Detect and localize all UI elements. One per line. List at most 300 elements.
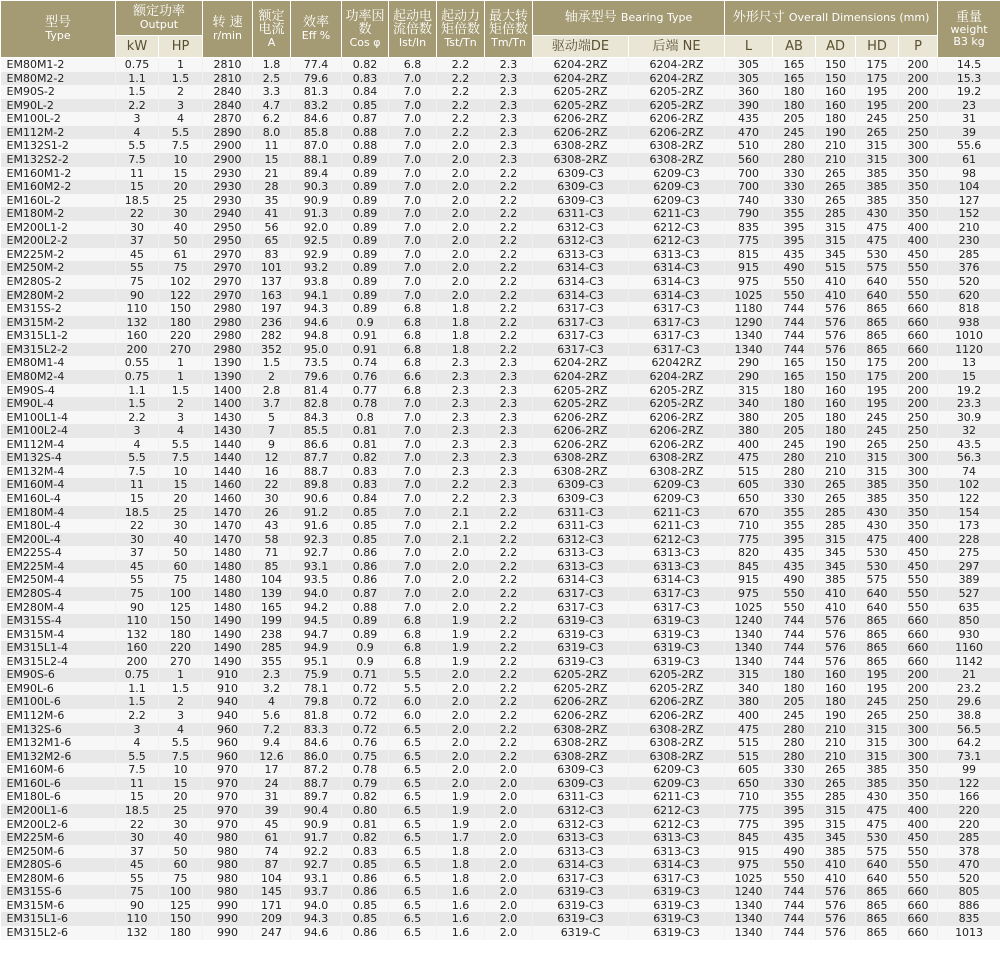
value-cell: 88.1 xyxy=(291,153,342,167)
value-cell: 2.2 xyxy=(485,750,533,764)
value-cell: 6314-C3 xyxy=(533,289,629,303)
value-cell: 180 xyxy=(816,424,856,438)
value-cell: 94.1 xyxy=(291,289,342,303)
value-cell: 250 xyxy=(899,695,938,709)
table-row xyxy=(1,167,1000,181)
value-cell: 2.2 xyxy=(116,99,159,113)
value-cell: 250 xyxy=(899,126,938,140)
value-cell: 22 xyxy=(116,207,159,221)
value-cell: 60 xyxy=(159,858,203,872)
type-cell: EM280S-4 xyxy=(1,587,116,601)
value-cell: 6205-2RZ xyxy=(629,99,725,113)
value-cell: 6205-2RZ xyxy=(629,668,725,682)
value-cell: 2.2 xyxy=(485,587,533,601)
value-cell: 850 xyxy=(938,614,1000,628)
value-cell: 385 xyxy=(856,180,899,194)
value-cell: 0.89 xyxy=(342,153,389,167)
value-cell: 7.0 xyxy=(389,261,437,275)
value-cell: 250 xyxy=(899,112,938,126)
value-cell: 300 xyxy=(899,723,938,737)
value-cell: 180 xyxy=(773,397,816,411)
value-cell: 87.2 xyxy=(291,763,342,777)
value-cell: 530 xyxy=(856,546,899,560)
value-cell: 385 xyxy=(856,777,899,791)
value-cell: 280 xyxy=(773,465,816,479)
value-cell: 1.8 xyxy=(437,329,485,343)
value-cell: 315 xyxy=(856,153,899,167)
value-cell: 104 xyxy=(253,573,291,587)
value-cell: 6313-C3 xyxy=(629,845,725,859)
value-cell: 315 xyxy=(856,465,899,479)
value-cell: 1490 xyxy=(203,614,253,628)
value-cell: 55.6 xyxy=(938,139,1000,153)
value-cell: 6.5 xyxy=(389,899,437,913)
value-cell: 4 xyxy=(253,695,291,709)
value-cell: 2.3 xyxy=(485,465,533,479)
value-cell: 6206-2RZ xyxy=(629,411,725,425)
value-cell: 5 xyxy=(253,411,291,425)
value-cell: 300 xyxy=(899,736,938,750)
dim-ab-header: AB xyxy=(773,36,816,58)
type-cell: EM112M-4 xyxy=(1,438,116,452)
value-cell: 40 xyxy=(159,533,203,547)
value-cell: 2.0 xyxy=(485,804,533,818)
type-cell: EM315S-6 xyxy=(1,885,116,899)
value-cell: 435 xyxy=(773,831,816,845)
value-cell: 19.2 xyxy=(938,85,1000,99)
value-cell: 395 xyxy=(773,221,816,235)
value-cell: 740 xyxy=(725,194,773,208)
value-cell: 100 xyxy=(159,587,203,601)
value-cell: 550 xyxy=(899,275,938,289)
value-cell: 265 xyxy=(816,194,856,208)
value-cell: 1340 xyxy=(725,926,773,940)
value-cell: 7.0 xyxy=(389,207,437,221)
type-cell: EM280M-6 xyxy=(1,872,116,886)
value-cell: 122 xyxy=(938,777,1000,791)
value-cell: 380 xyxy=(725,695,773,709)
value-cell: 1.8 xyxy=(437,302,485,316)
value-cell: 195 xyxy=(856,99,899,113)
value-cell: 550 xyxy=(899,601,938,615)
value-cell: 345 xyxy=(816,546,856,560)
value-cell: 83.2 xyxy=(291,99,342,113)
value-cell: 0.72 xyxy=(342,723,389,737)
value-cell: 280 xyxy=(773,153,816,167)
value-cell: 94.3 xyxy=(291,302,342,316)
value-cell: 15 xyxy=(938,370,1000,384)
value-cell: 45 xyxy=(116,560,159,574)
value-cell: 2.0 xyxy=(437,777,485,791)
value-cell: 285 xyxy=(816,790,856,804)
value-cell: 6.8 xyxy=(389,302,437,316)
value-cell: 6206-2RZ xyxy=(533,112,629,126)
table-row xyxy=(1,316,1000,330)
value-cell: 75 xyxy=(159,872,203,886)
table-row xyxy=(1,845,1000,859)
value-cell: 435 xyxy=(773,248,816,262)
value-cell: 350 xyxy=(899,167,938,181)
value-cell: 315 xyxy=(816,234,856,248)
value-cell: 2.2 xyxy=(485,180,533,194)
value-cell: 78.1 xyxy=(291,682,342,696)
value-cell: 865 xyxy=(856,628,899,642)
value-cell: 280 xyxy=(773,723,816,737)
value-cell: 6204-2RZ xyxy=(629,58,725,72)
value-cell: 7.0 xyxy=(389,506,437,520)
value-cell: 6.8 xyxy=(389,343,437,357)
value-cell: 65 xyxy=(253,234,291,248)
value-cell: 0.78 xyxy=(342,397,389,411)
value-cell: 7.0 xyxy=(389,438,437,452)
value-cell: 710 xyxy=(725,790,773,804)
value-cell: 550 xyxy=(899,845,938,859)
value-cell: 1480 xyxy=(203,573,253,587)
value-cell: 1.8 xyxy=(437,845,485,859)
table-row xyxy=(1,248,1000,262)
value-cell: 1490 xyxy=(203,655,253,669)
value-cell: 550 xyxy=(773,858,816,872)
value-cell: 6313-C3 xyxy=(533,546,629,560)
table-row xyxy=(1,818,1000,832)
value-cell: 7.5 xyxy=(116,153,159,167)
value-cell: 2.2 xyxy=(485,519,533,533)
type-cell: EM200L2-6 xyxy=(1,818,116,832)
value-cell: 330 xyxy=(773,180,816,194)
value-cell: 2.0 xyxy=(437,709,485,723)
value-cell: 6204-2RZ xyxy=(629,72,725,86)
value-cell: 515 xyxy=(725,736,773,750)
value-cell: 2.3 xyxy=(485,153,533,167)
value-cell: 150 xyxy=(816,72,856,86)
value-cell: 90 xyxy=(116,899,159,913)
value-cell: 744 xyxy=(773,329,816,343)
value-cell: 3 xyxy=(116,112,159,126)
hp-header: HP xyxy=(159,36,203,58)
value-cell: 7.0 xyxy=(389,465,437,479)
value-cell: 205 xyxy=(773,424,816,438)
value-cell: 915 xyxy=(725,261,773,275)
value-cell: 55 xyxy=(116,261,159,275)
value-cell: 2.3 xyxy=(485,397,533,411)
value-cell: 315 xyxy=(816,804,856,818)
value-cell: 0.82 xyxy=(342,790,389,804)
value-cell: 245 xyxy=(856,695,899,709)
value-cell: 2.0 xyxy=(437,234,485,248)
value-cell: 970 xyxy=(203,790,253,804)
value-cell: 77.4 xyxy=(291,58,342,72)
value-cell: 50 xyxy=(159,546,203,560)
value-cell: 305 xyxy=(725,58,773,72)
value-cell: 410 xyxy=(816,587,856,601)
value-cell: 6.2 xyxy=(253,112,291,126)
table-row xyxy=(1,519,1000,533)
value-cell: 576 xyxy=(816,641,856,655)
value-cell: 490 xyxy=(773,573,816,587)
value-cell: 0.9 xyxy=(342,316,389,330)
value-cell: 6.5 xyxy=(389,804,437,818)
table-row xyxy=(1,329,1000,343)
value-cell: 6206-2RZ xyxy=(629,424,725,438)
value-cell: 520 xyxy=(938,872,1000,886)
value-cell: 530 xyxy=(856,560,899,574)
value-cell: 2.2 xyxy=(485,329,533,343)
value-cell: 400 xyxy=(899,533,938,547)
value-cell: 2.2 xyxy=(485,248,533,262)
value-cell: 2.3 xyxy=(485,99,533,113)
value-cell: 92.3 xyxy=(291,533,342,547)
value-cell: 12.6 xyxy=(253,750,291,764)
value-cell: 200 xyxy=(899,99,938,113)
value-cell: 180 xyxy=(159,316,203,330)
value-cell: 2.3 xyxy=(253,668,291,682)
value-cell: 84.6 xyxy=(291,112,342,126)
value-cell: 775 xyxy=(725,804,773,818)
value-cell: 2.0 xyxy=(485,831,533,845)
value-cell: 199 xyxy=(253,614,291,628)
value-cell: 2970 xyxy=(203,248,253,262)
table-row xyxy=(1,153,1000,167)
value-cell: 6317-C3 xyxy=(629,316,725,330)
value-cell: 91.3 xyxy=(291,207,342,221)
value-cell: 315 xyxy=(725,668,773,682)
value-cell: 26 xyxy=(253,506,291,520)
value-cell: 220 xyxy=(159,329,203,343)
value-cell: 1390 xyxy=(203,370,253,384)
value-cell: 350 xyxy=(899,777,938,791)
value-cell: 2.0 xyxy=(437,573,485,587)
value-cell: 6319-C3 xyxy=(533,912,629,926)
value-cell: 265 xyxy=(816,763,856,777)
value-cell: 1142 xyxy=(938,655,1000,669)
type-cell: EM112M-2 xyxy=(1,126,116,140)
value-cell: 210 xyxy=(816,750,856,764)
value-cell: 744 xyxy=(773,628,816,642)
value-cell: 0.83 xyxy=(342,845,389,859)
value-cell: 6314-C3 xyxy=(533,275,629,289)
table-row xyxy=(1,546,1000,560)
value-cell: 6317-C3 xyxy=(629,587,725,601)
value-cell: 2.2 xyxy=(485,289,533,303)
value-cell: 6308-2RZ xyxy=(533,750,629,764)
value-cell: 9.4 xyxy=(253,736,291,750)
value-cell: 6206-2RZ xyxy=(629,112,725,126)
value-cell: 400 xyxy=(725,709,773,723)
value-cell: 6308-2RZ xyxy=(533,723,629,737)
value-cell: 6.5 xyxy=(389,845,437,859)
value-cell: 605 xyxy=(725,478,773,492)
value-cell: 2.2 xyxy=(485,601,533,615)
value-cell: 137 xyxy=(253,275,291,289)
value-cell: 79.6 xyxy=(291,72,342,86)
table-row xyxy=(1,370,1000,384)
value-cell: 0.78 xyxy=(342,763,389,777)
value-cell: 576 xyxy=(816,655,856,669)
value-cell: 6308-2RZ xyxy=(629,451,725,465)
value-cell: 0.88 xyxy=(342,126,389,140)
table-row xyxy=(1,601,1000,615)
value-cell: 7.0 xyxy=(389,519,437,533)
value-cell: 102 xyxy=(159,275,203,289)
type-cell: EM180L-4 xyxy=(1,519,116,533)
value-cell: 915 xyxy=(725,845,773,859)
value-cell: 41 xyxy=(253,207,291,221)
value-cell: 92.0 xyxy=(291,221,342,235)
value-cell: 93.1 xyxy=(291,872,342,886)
value-cell: 7.0 xyxy=(389,478,437,492)
value-cell: 2.0 xyxy=(437,763,485,777)
value-cell: 0.83 xyxy=(342,72,389,86)
value-cell: 200 xyxy=(899,397,938,411)
value-cell: 7.0 xyxy=(389,72,437,86)
value-cell: 56 xyxy=(253,221,291,235)
type-cell: EM315M-2 xyxy=(1,316,116,330)
value-cell: 2980 xyxy=(203,329,253,343)
table-row xyxy=(1,275,1000,289)
value-cell: 340 xyxy=(725,397,773,411)
table-row xyxy=(1,695,1000,709)
type-cell: EM200L1-2 xyxy=(1,221,116,235)
value-cell: 5.5 xyxy=(159,126,203,140)
value-cell: 300 xyxy=(899,153,938,167)
value-cell: 20 xyxy=(159,180,203,194)
value-cell: 7.5 xyxy=(116,465,159,479)
value-cell: 180 xyxy=(159,926,203,940)
value-cell: 5.5 xyxy=(116,139,159,153)
value-cell: 805 xyxy=(938,885,1000,899)
value-cell: 0.80 xyxy=(342,804,389,818)
value-cell: 660 xyxy=(899,926,938,940)
value-cell: 744 xyxy=(773,316,816,330)
value-cell: 6205-2RZ xyxy=(533,384,629,398)
value-cell: 410 xyxy=(816,275,856,289)
table-row xyxy=(1,912,1000,926)
table-row xyxy=(1,926,1000,940)
type-cell: EM80M2-2 xyxy=(1,72,116,86)
value-cell: 7.0 xyxy=(389,533,437,547)
value-cell: 3 xyxy=(116,723,159,737)
table-row xyxy=(1,506,1000,520)
value-cell: 38.8 xyxy=(938,709,1000,723)
value-cell: 195 xyxy=(856,384,899,398)
value-cell: 7.0 xyxy=(389,180,437,194)
table-row xyxy=(1,289,1000,303)
value-cell: 380 xyxy=(725,424,773,438)
type-cell: EM280S-6 xyxy=(1,858,116,872)
value-cell: 2.3 xyxy=(485,492,533,506)
value-cell: 265 xyxy=(816,478,856,492)
value-cell: 640 xyxy=(856,587,899,601)
value-cell: 2.0 xyxy=(437,167,485,181)
value-cell: 6319-C3 xyxy=(629,926,725,940)
value-cell: 10 xyxy=(159,153,203,167)
table-row xyxy=(1,261,1000,275)
value-cell: 940 xyxy=(203,709,253,723)
value-cell: 2.0 xyxy=(485,845,533,859)
value-cell: 1400 xyxy=(203,397,253,411)
value-cell: 980 xyxy=(203,885,253,899)
value-cell: 0.89 xyxy=(342,302,389,316)
value-cell: 265 xyxy=(856,126,899,140)
table-row xyxy=(1,899,1000,913)
value-cell: 163 xyxy=(253,289,291,303)
value-cell: 6312-C3 xyxy=(533,221,629,235)
value-cell: 110 xyxy=(116,912,159,926)
value-cell: 620 xyxy=(938,289,1000,303)
value-cell: 315 xyxy=(856,451,899,465)
value-cell: 315 xyxy=(856,139,899,153)
value-cell: 6313-C3 xyxy=(629,560,725,574)
value-cell: 530 xyxy=(856,831,899,845)
value-cell: 6311-C3 xyxy=(533,207,629,221)
value-cell: 640 xyxy=(856,601,899,615)
value-cell: 100 xyxy=(159,885,203,899)
value-cell: 2.0 xyxy=(485,926,533,940)
table-row xyxy=(1,560,1000,574)
value-cell: 2.2 xyxy=(485,546,533,560)
value-cell: 2.3 xyxy=(485,58,533,72)
value-cell: 2.0 xyxy=(437,587,485,601)
value-cell: 2.0 xyxy=(437,546,485,560)
value-cell: 280 xyxy=(773,750,816,764)
value-cell: 15 xyxy=(253,153,291,167)
value-cell: 190 xyxy=(816,126,856,140)
value-cell: 660 xyxy=(899,302,938,316)
value-cell: 6317-C3 xyxy=(533,302,629,316)
value-cell: 435 xyxy=(773,560,816,574)
value-cell: 6317-C3 xyxy=(629,329,725,343)
value-cell: 1460 xyxy=(203,492,253,506)
type-cell: EM160M-6 xyxy=(1,763,116,777)
value-cell: 0.74 xyxy=(342,356,389,370)
value-cell: 6.0 xyxy=(389,695,437,709)
value-cell: 0.89 xyxy=(342,167,389,181)
value-cell: 450 xyxy=(899,560,938,574)
value-cell: 6319-C3 xyxy=(629,614,725,628)
value-cell: 250 xyxy=(899,411,938,425)
value-cell: 160 xyxy=(816,384,856,398)
value-cell: 940 xyxy=(203,695,253,709)
value-cell: 1.8 xyxy=(437,872,485,886)
type-cell: EM90S-2 xyxy=(1,85,116,99)
value-cell: 1.9 xyxy=(437,790,485,804)
table-row xyxy=(1,221,1000,235)
value-cell: 195 xyxy=(856,397,899,411)
current-header: 额定电流 A xyxy=(253,1,291,58)
value-cell: 7.5 xyxy=(159,139,203,153)
value-cell: 0.71 xyxy=(342,668,389,682)
type-cell: EM160M2-2 xyxy=(1,180,116,194)
value-cell: 7.0 xyxy=(389,221,437,235)
table-row xyxy=(1,587,1000,601)
value-cell: 247 xyxy=(253,926,291,940)
value-cell: 245 xyxy=(773,709,816,723)
value-cell: 210 xyxy=(816,736,856,750)
type-cell: EM225S-4 xyxy=(1,546,116,560)
table-row xyxy=(1,126,1000,140)
type-cell: EM100L-2 xyxy=(1,112,116,126)
value-cell: 2.0 xyxy=(485,818,533,832)
value-cell: 175 xyxy=(856,370,899,384)
value-cell: 56.3 xyxy=(938,451,1000,465)
value-cell: 200 xyxy=(899,58,938,72)
value-cell: 1.9 xyxy=(437,628,485,642)
value-cell: 180 xyxy=(773,668,816,682)
value-cell: 6209-C3 xyxy=(629,194,725,208)
value-cell: 865 xyxy=(856,926,899,940)
value-cell: 280 xyxy=(773,139,816,153)
value-cell: 30 xyxy=(116,831,159,845)
